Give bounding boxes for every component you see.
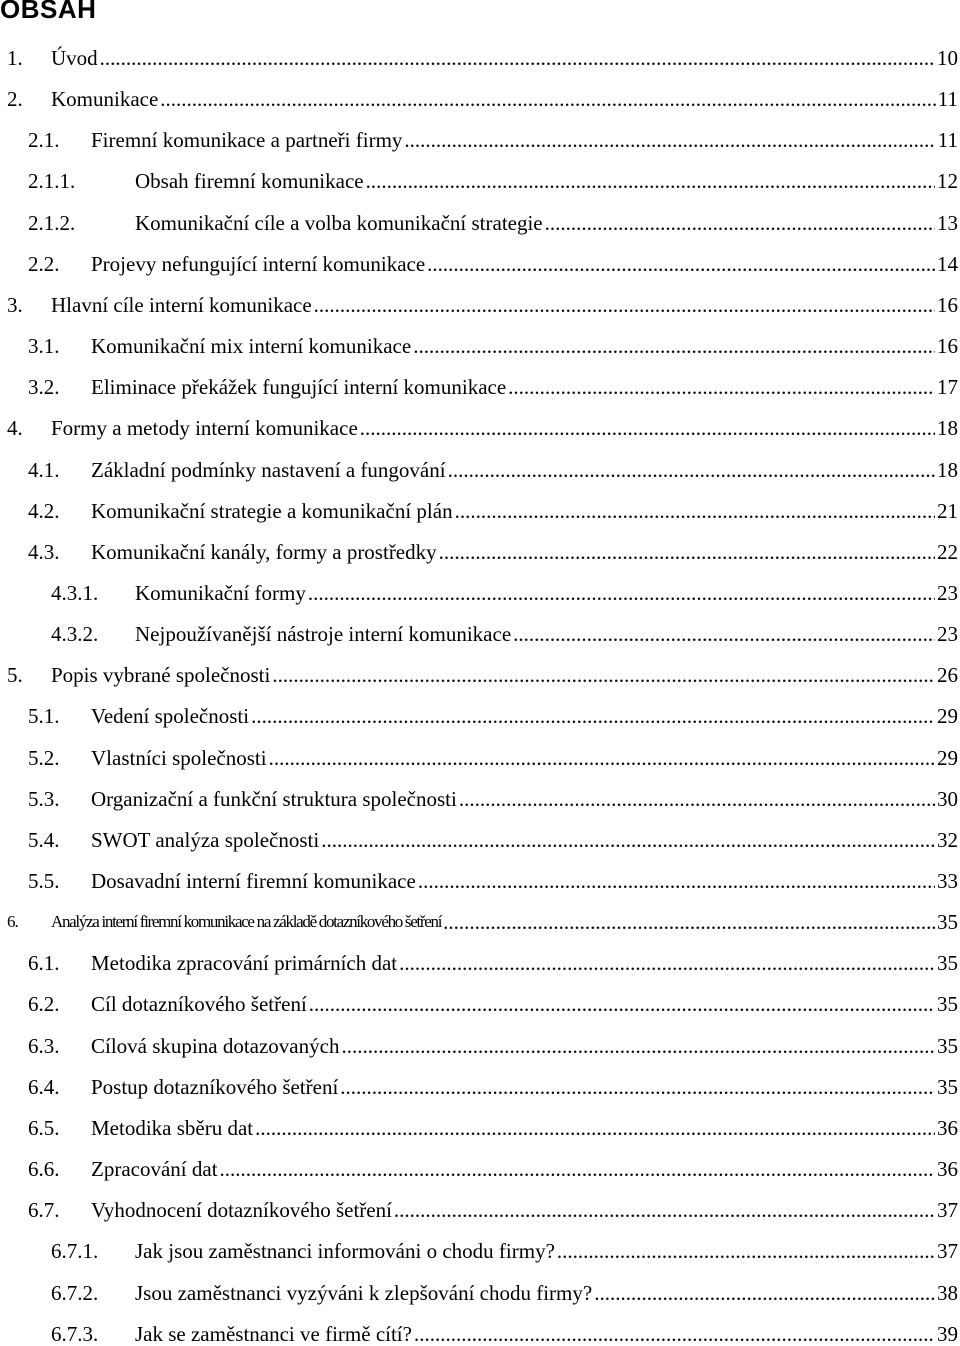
toc-entry-number: 4.3.2. (51, 622, 99, 646)
dot-leader (443, 910, 935, 934)
toc-entry-page: 32 (937, 828, 958, 852)
toc-entry-title: Organizační a funkční struktura společnosti (91, 787, 457, 811)
toc-entry-page: 11 (937, 87, 958, 111)
toc-entry-number: 6.7.1. (51, 1239, 99, 1263)
toc-entry-page: 10 (937, 46, 958, 70)
dot-leader (594, 1281, 935, 1305)
toc-entry-number: 3.2. (28, 375, 60, 399)
toc-entry[interactable] (0, 986, 958, 1016)
toc-entry-title: Nejpoužívanější nástroje interní komunikace (135, 622, 512, 646)
toc-entry-page: 16 (937, 293, 958, 317)
toc-entry-title: Komunikace (51, 87, 159, 111)
dot-leader (160, 87, 935, 111)
dot-leader (340, 1075, 935, 1099)
dot-leader (413, 334, 935, 358)
toc-entry-number: 4. (7, 416, 23, 440)
toc-entry-page: 18 (937, 416, 958, 440)
toc-entry[interactable] (0, 781, 958, 811)
dot-leader (360, 416, 935, 440)
toc-entry[interactable] (0, 945, 958, 975)
dot-leader (455, 499, 935, 523)
toc-entry-title: Úvod (51, 46, 98, 70)
toc-entry-page: 11 (937, 128, 958, 152)
toc-entry[interactable] (0, 369, 958, 399)
toc-entry-page: 37 (937, 1239, 958, 1263)
toc-entry-page: 29 (937, 746, 958, 770)
toc-entry-page: 35 (937, 910, 958, 934)
toc-entry-page: 38 (937, 1281, 958, 1305)
toc-entry[interactable] (0, 534, 958, 564)
toc-entry[interactable] (0, 122, 958, 152)
toc-entry[interactable] (0, 328, 958, 358)
toc-entry-page: 29 (937, 704, 958, 728)
toc-entry-number: 2.1.1. (28, 169, 76, 193)
toc-entry-page: 18 (937, 458, 958, 482)
toc-entry-number: 4.3. (28, 540, 60, 564)
toc-entry-number: 1. (7, 46, 23, 70)
toc-entry-title: Analýza interní firemní komunikace na základě dotazníkového šetření (51, 912, 442, 931)
toc-entry-number: 4.2. (28, 499, 60, 523)
toc-entry-title: Formy a metody interní komunikace (51, 416, 358, 440)
toc-entry[interactable] (0, 1233, 958, 1263)
toc-entry[interactable] (0, 410, 958, 440)
toc-entry-number: 6.6. (28, 1157, 60, 1181)
toc-entry-page: 21 (937, 499, 958, 523)
dot-leader (255, 1116, 935, 1140)
toc-entry-number: 5. (7, 663, 23, 687)
toc-entry-title: Projevy nefungující interní komunikace (91, 252, 426, 276)
toc-entry-page: 36 (937, 1157, 958, 1181)
dot-leader (341, 1034, 935, 1058)
toc-entry-number: 2.1.2. (28, 211, 76, 235)
toc-entry[interactable] (0, 452, 958, 482)
toc-entry-title: Cílová skupina dotazovaných (91, 1034, 340, 1058)
toc-entry-page: 26 (937, 663, 958, 687)
toc-entry[interactable] (0, 657, 958, 687)
toc-entry-number: 6.5. (28, 1116, 60, 1140)
toc-entry-number: 5.3. (28, 787, 60, 811)
toc-entry-page: 14 (937, 252, 958, 276)
dot-leader (513, 622, 935, 646)
toc-entry[interactable] (0, 163, 958, 193)
toc-entry[interactable] (0, 246, 958, 276)
dot-leader (251, 704, 935, 728)
toc-entry-title: Jak jsou zaměstnanci informováni o chodu firmy? (135, 1239, 555, 1263)
toc-entry-number: 4.1. (28, 458, 60, 482)
toc-entry-number: 3. (7, 293, 23, 317)
toc-entry-number: 5.4. (28, 828, 60, 852)
dot-leader (309, 992, 935, 1016)
toc-entry-page: 33 (937, 869, 958, 893)
toc-entry-page: 22 (937, 540, 958, 564)
toc-entry-title: Základní podmínky nastavení a fungování (91, 458, 446, 482)
toc-entry-title: SWOT analýza společnosti (91, 828, 320, 852)
toc-entry[interactable] (0, 493, 958, 523)
toc-entry[interactable] (0, 575, 958, 605)
toc-entry-title: Obsah firemní komunikace (135, 169, 364, 193)
toc-entry-number: 5.1. (28, 704, 60, 728)
toc-entry-number: 6.7. (28, 1198, 60, 1222)
toc-entry[interactable] (0, 1316, 958, 1346)
toc-entry-title: Popis vybrané společnosti (51, 663, 271, 687)
toc-entry-title: Dosavadní interní firemní komunikace (91, 869, 416, 893)
toc-entry-page: 12 (937, 169, 958, 193)
dot-leader (459, 787, 935, 811)
toc-entry-number: 6.2. (28, 992, 60, 1016)
toc-entry-title: Komunikační cíle a volba komunikační strategie (135, 211, 543, 235)
toc-entry-page: 16 (937, 334, 958, 358)
toc-entry-title: Vlastníci společnosti (91, 746, 267, 770)
dot-leader (557, 1239, 935, 1263)
toc-entry[interactable] (0, 1192, 958, 1222)
dot-leader (314, 293, 935, 317)
toc-entry-title: Jsou zaměstnanci vyzýváni k zlepšování chodu firmy? (135, 1281, 593, 1305)
toc-entry-number: 6.7.3. (51, 1322, 99, 1346)
toc-entry-number: 6.4. (28, 1075, 60, 1099)
toc-entry-title: Eliminace překážek fungující interní komunikace (91, 375, 507, 399)
dot-leader (366, 169, 935, 193)
toc-entry-title: Komunikační strategie a komunikační plán (91, 499, 453, 523)
toc-entry-number: 6.3. (28, 1034, 60, 1058)
dot-leader (427, 252, 935, 276)
toc-entry-number: 2.1. (28, 128, 60, 152)
dot-leader (404, 128, 935, 152)
toc-entry[interactable] (0, 1151, 958, 1181)
dot-leader (100, 46, 935, 70)
toc-entry-title: Firemní komunikace a partneři firmy (91, 128, 403, 152)
toc-entry-title: Metodika zpracování primárních dat (91, 951, 398, 975)
toc-entry-number: 6.1. (28, 951, 60, 975)
toc-entry-page: 35 (937, 1034, 958, 1058)
toc-entry-title: Vedení společnosti (91, 704, 250, 728)
toc-entry-title: Komunikační mix interní komunikace (91, 334, 412, 358)
toc-entry-page: 36 (937, 1116, 958, 1140)
dot-leader (508, 375, 935, 399)
toc-entry[interactable] (0, 698, 958, 728)
toc-entry[interactable] (0, 81, 958, 111)
toc-entry[interactable] (0, 616, 958, 646)
toc-entry[interactable] (0, 822, 958, 852)
toc-entry-number: 5.5. (28, 869, 60, 893)
toc-entry-page: 13 (937, 211, 958, 235)
toc-entry-page: 37 (937, 1198, 958, 1222)
toc-entry-page: 39 (937, 1322, 958, 1346)
toc-entry-page: 35 (937, 992, 958, 1016)
dot-leader (308, 581, 935, 605)
toc-entry-title: Vyhodnocení dotazníkového šetření (91, 1198, 392, 1222)
dot-leader (545, 211, 935, 235)
dot-leader (448, 458, 935, 482)
dot-leader (439, 540, 935, 564)
toc-entry-number: 5.2. (28, 746, 60, 770)
toc-entry-page: 35 (937, 951, 958, 975)
dot-leader (399, 951, 935, 975)
toc-entry-number: 3.1. (28, 334, 60, 358)
toc-entry-title: Hlavní cíle interní komunikace (51, 293, 312, 317)
toc-entry[interactable] (0, 1069, 958, 1099)
toc-entry[interactable] (0, 904, 958, 934)
toc-entry-title: Komunikační formy (135, 581, 306, 605)
toc-entry-number: 2.2. (28, 252, 60, 276)
toc-entry-number: 6.7.2. (51, 1281, 99, 1305)
toc-entry-title: Postup dotazníkového šetření (91, 1075, 339, 1099)
dot-leader (321, 828, 935, 852)
toc-entry[interactable] (0, 1110, 958, 1140)
toc-entry[interactable] (0, 863, 958, 893)
toc-entry[interactable] (0, 740, 958, 770)
toc-entry-page: 23 (937, 622, 958, 646)
dot-leader (269, 746, 935, 770)
toc-entry-page: 30 (937, 787, 958, 811)
toc-entry-page: 17 (937, 375, 958, 399)
toc-entry-title: Komunikační kanály, formy a prostředky (91, 540, 437, 564)
dot-leader (418, 869, 935, 893)
dot-leader (394, 1198, 935, 1222)
toc-entry-page: 35 (937, 1075, 958, 1099)
dot-leader (414, 1322, 935, 1346)
toc-entry-number: 2. (7, 87, 23, 111)
toc-entry[interactable] (0, 205, 958, 235)
toc-entry[interactable] (0, 40, 958, 70)
toc-entry-title: Zpracování dat (91, 1157, 218, 1181)
toc-entry-title: Cíl dotazníkového šetření (91, 992, 307, 1016)
toc-entry-number: 6. (7, 912, 18, 931)
dot-leader (272, 663, 935, 687)
toc-entry[interactable] (0, 1028, 958, 1058)
toc-entry-page: 23 (937, 581, 958, 605)
toc-entry-title: Metodika sběru dat (91, 1116, 254, 1140)
toc-entry-number: 4.3.1. (51, 581, 99, 605)
toc-entry[interactable] (0, 1275, 958, 1305)
toc-entry[interactable] (0, 287, 958, 317)
page-title: OBSAH (0, 0, 97, 24)
dot-leader (220, 1157, 935, 1181)
toc-entry-title: Jak se zaměstnanci ve firmě cítí? (135, 1322, 412, 1346)
